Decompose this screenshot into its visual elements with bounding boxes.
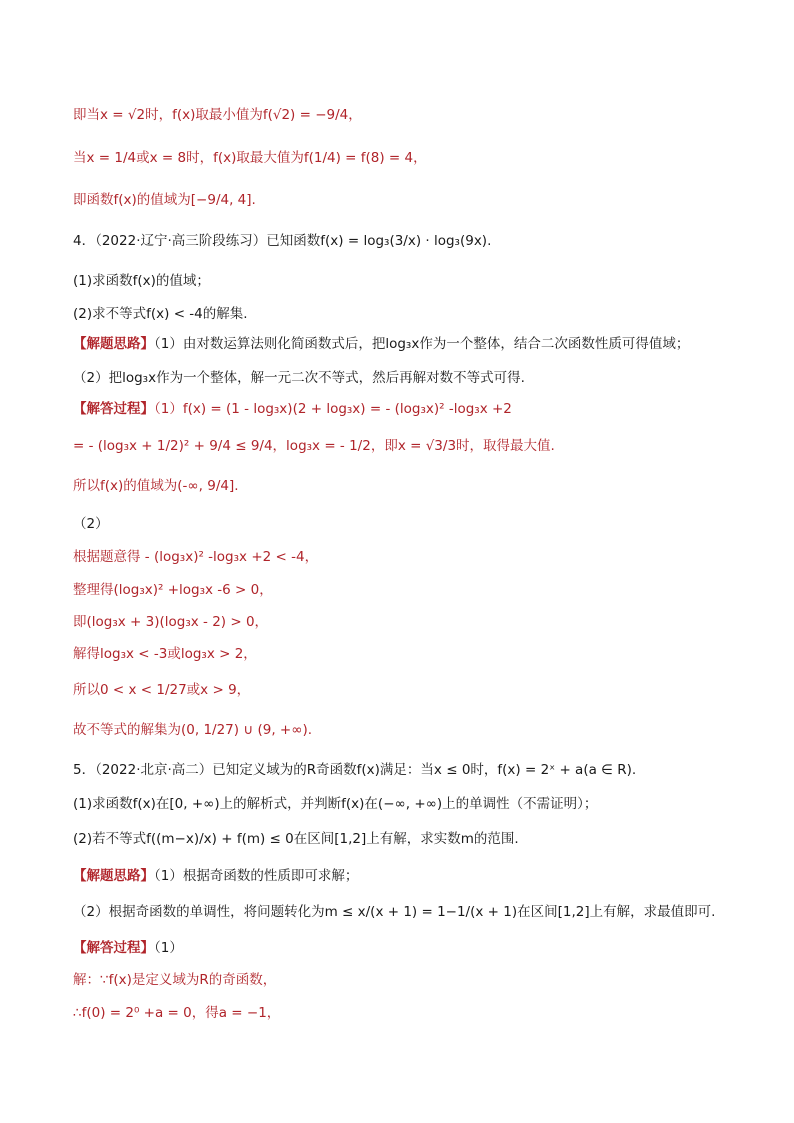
question-5-heading: [73, 760, 636, 780]
question-5-idea-1: [73, 866, 358, 886]
line-text: 4．（2022·辽宁·高三阶段练习）已知函数f(x) = log₃(3/x) · log₃(9x).: [73, 233, 492, 249]
question-4-heading: [73, 231, 491, 251]
line-text: 即当x = √2时，f(x)取最小值为f(√2) = −9/4，: [73, 107, 362, 123]
question-4-idea-2: [73, 368, 525, 388]
line-text: （1）由对数运算法则化简函数式后，把log₃x作为一个整体，结合二次函数性质可得值域；: [154, 336, 690, 352]
line-text: 即(log₃x + 3)(log₃x - 2) > 0，: [73, 614, 269, 630]
line-text: ∴f(0) = 2⁰ +a = 0，得a = −1，: [73, 1005, 281, 1021]
line-text: 5．（2022·北京·高二）已知定义域为的R奇函数f(x)满足：当x ≤ 0时，f(x) = 2ˣ + a(a ∈ R).: [73, 762, 637, 778]
line-text: （2）把log₃x作为一个整体，解一元二次不等式，然后再解对数不等式可得.: [73, 370, 525, 386]
question-4-solution-6: [73, 612, 268, 632]
question-4-solution-1: [73, 399, 512, 419]
doc-line-1: [73, 105, 362, 125]
line-text: （2）根据奇函数的单调性，将问题转化为m ≤ x/(x + 1) = 1−1/(x + 1)在区间[1,2]上有解，求最值即可.: [73, 904, 716, 920]
question-4-part-2: [73, 304, 248, 324]
line-text: 当x = 1/4或x = 8时，f(x)取最大值为f(1/4) = f(8) = 4，: [73, 150, 427, 166]
question-5-solution-label: [73, 938, 183, 958]
question-5-solution-1: [73, 970, 276, 990]
doc-line-2: [73, 148, 427, 168]
section-tag: 【解题思路】: [73, 868, 154, 884]
section-tag: 【解题思路】: [73, 336, 154, 352]
line-text: （1）根据奇函数的性质即可求解；: [154, 868, 359, 884]
line-text: (1)求函数f(x)的值域；: [73, 273, 210, 289]
line-text: = - (log₃x + 1/2)² + 9/4 ≤ 9/4，log₃x = - 1/2，即x = √3/3时，取得最大值.: [73, 438, 555, 454]
line-text: 所以f(x)的值域为(-∞, 9/4].: [73, 478, 239, 494]
line-text: （2）: [73, 516, 109, 532]
question-4-solution-9: [73, 720, 312, 740]
section-tag: 【解答过程】: [73, 401, 154, 417]
question-4-solution-5: [73, 580, 273, 600]
question-4-solution-2: [73, 436, 555, 456]
line-text: 所以0 < x < 1/27或x > 9，: [73, 682, 251, 698]
line-text: 根据题意得 - (log₃x)² -log₃x +2 < -4，: [73, 549, 319, 565]
question-4-part-2-label: [73, 514, 109, 534]
line-text: (1)求函数f(x)在[0, +∞)上的解析式，并判断f(x)在(−∞, +∞)上的单调性（不需证明）；: [73, 796, 598, 812]
line-text: 解得log₃x < -3或log₃x > 2，: [73, 646, 257, 662]
question-4-solution-7: [73, 644, 257, 664]
question-4-idea-1: [73, 334, 689, 354]
question-5-part-1: [73, 794, 597, 814]
question-4-solution-4: [73, 547, 318, 567]
question-5-solution-2: [73, 1003, 280, 1023]
line-text: (2)若不等式f((m−x)/x) + f(m) ≤ 0在区间[1,2]上有解，求实数m的范围.: [73, 831, 519, 847]
line-text: 即函数f(x)的值域为[−9/4, 4].: [73, 192, 256, 208]
question-4-solution-3: [73, 476, 239, 496]
question-5-idea-2: [73, 902, 715, 922]
line-text: 解：∵f(x)是定义域为R的奇函数，: [73, 972, 277, 988]
line-text: (2)求不等式f(x) < -4的解集.: [73, 306, 248, 322]
line-text: （1）f(x) = (1 - log₃x)(2 + log₃x) = - (log₃x)² -log₃x +2: [154, 401, 512, 417]
question-5-part-2: [73, 829, 519, 849]
line-text: 整理得(log₃x)² +log₃x -6 > 0，: [73, 582, 273, 598]
line-text: （1）: [154, 940, 183, 956]
line-text: 故不等式的解集为(0, 1/27) ∪ (9, +∞).: [73, 722, 313, 738]
question-4-part-1: [73, 271, 210, 291]
question-4-solution-8: [73, 680, 250, 700]
section-tag: 【解答过程】: [73, 940, 154, 956]
doc-line-3: [73, 190, 256, 210]
